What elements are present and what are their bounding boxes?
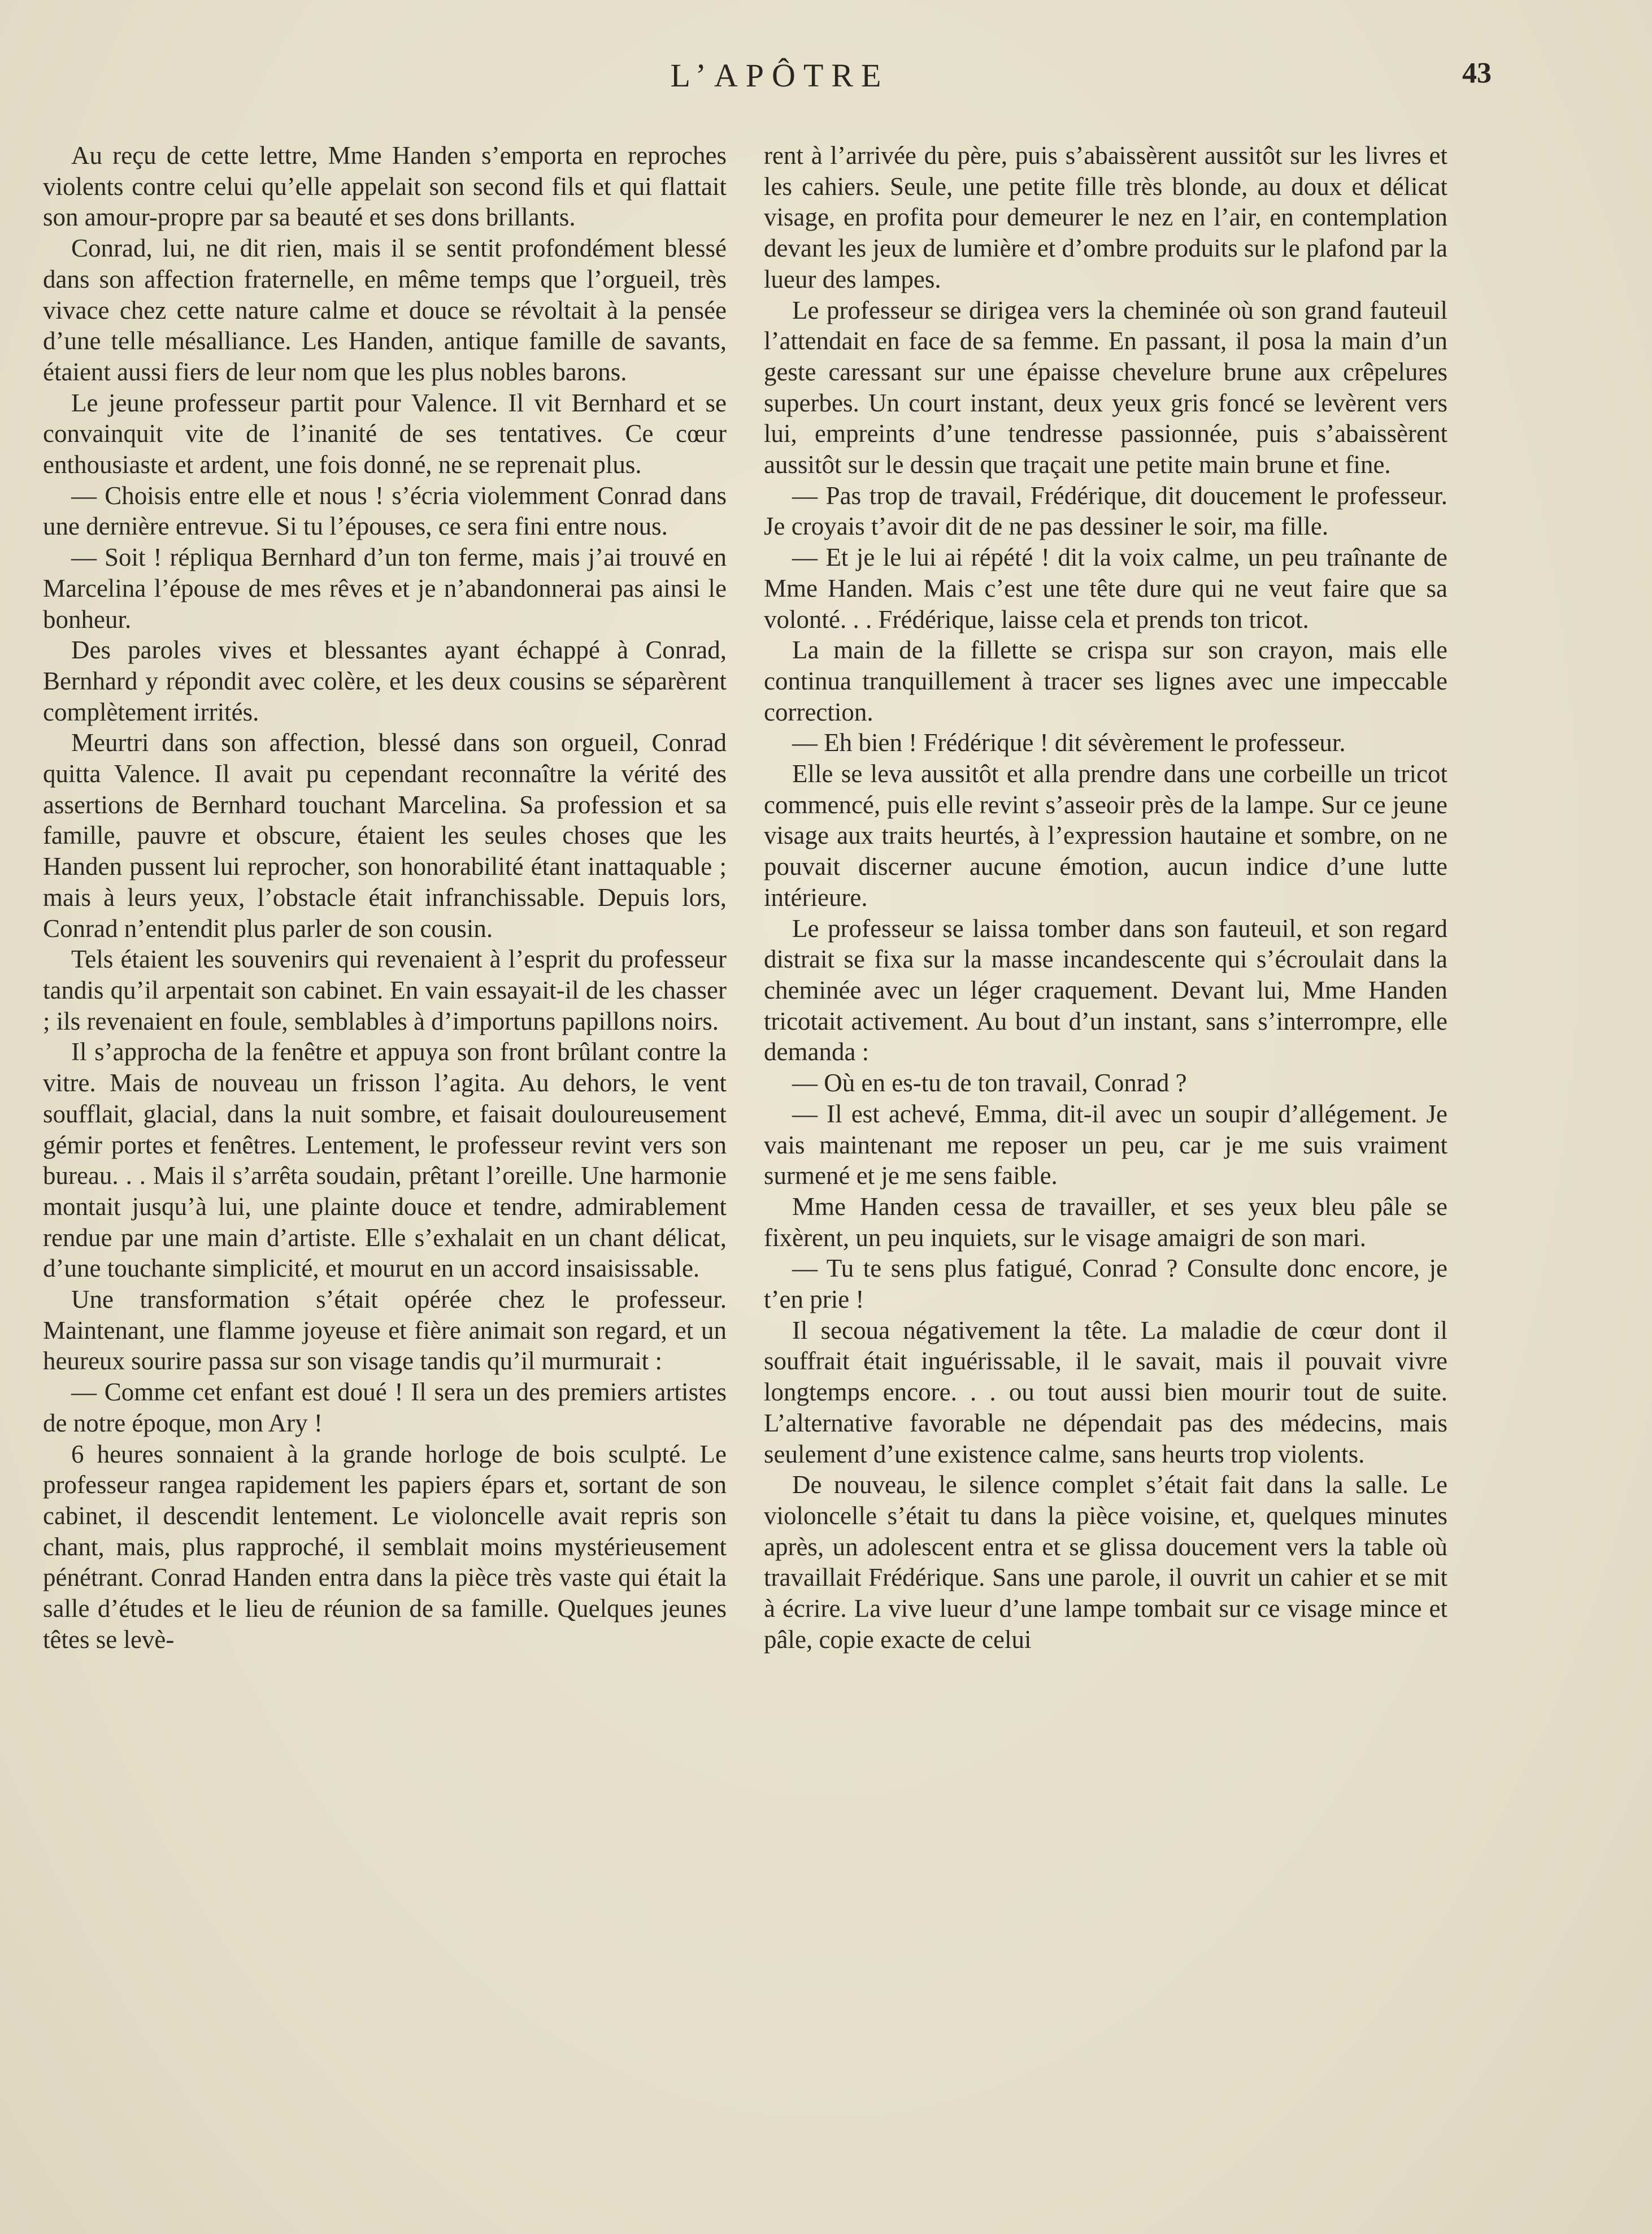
paragraph: Des paroles vives et blessantes ayant échappé à Conrad, Bernhard y répondit avec colère, et les deux cousins se séparèrent complètement irrités. — [43, 636, 727, 726]
paragraph: Au reçu de cette lettre, Mme Handen s’emporta en reproches violents contre celui qu’elle appelait son second fils et qui flattait son amour-propre par sa beauté et ses dons brillants. — [43, 141, 727, 232]
dialogue-paragraph: — Il est achevé, Emma, dit-il avec un soupir d’allégement. Je vais maintenant me reposer un peu, car je me suis vraiment surmené et je me sens faible. — [764, 1099, 1447, 1190]
paragraph: Le professeur se laissa tomber dans son fauteuil, et son regard distrait se fixa sur la masse incandescente qui s’écroulait dans la cheminée avec un léger craquement. Devant lui, Mme Handen tricotait activement. Au bout d’un instant, sans s’interrompre, elle demanda : — [764, 914, 1447, 1066]
paragraph: 6 heures sonnaient à la grande horloge de bois sculpté. Le professeur rangea rapidement les papiers épars et, sortant de son cabinet, il descendit lentement. Le violoncelle avait repris son chant, mais, plus rapproché, il semblait moins mystérieusement pénétrant. Conrad Handen entra dans la pièce très vaste qui était la salle d’études et le lieu de réunion de sa famille. Quelques jeunes têtes se levè- — [43, 1439, 727, 1654]
paragraph: De nouveau, le silence complet s’était fait dans la salle. Le violoncelle s’était tu dans la pièce voisine, et, quelques minutes après, un adolescent entra et se glissa doucement vers la table où travaillait Frédérique. Sans une parole, il ouvrit un cahier et se mit à écrire. La vive lueur d’une lampe tombait sur ce visage mince et pâle, copie exacte de celui — [764, 1470, 1447, 1654]
paragraph: Il s’approcha de la fenêtre et appuya son front brûlant contre la vitre. Mais de nouveau un frisson l’agita. Au dehors, le vent soufflait, glacial, dans la nuit sombre, et faisait douloureusement gémir portes et fenêtres. Lentement, le professeur revint vers son bureau. . . Mais il s’arrêta soudain, prêtant l’oreille. Une harmonie montait jusqu’à lui, une plainte douce et tendre, admirablement rendue par une main d’artiste. Elle s’exhalait en un chant délicat, d’une touchante simplicité, et mourut en un accord insaisissable. — [43, 1038, 727, 1283]
page-header — [45, 57, 1492, 107]
paragraph: Tels étaient les souvenirs qui revenaient à l’esprit du professeur tandis qu’il arpentait son cabinet. En vain essayait-il de les chasser ; ils revenaient en foule, semblables à d’importuns papillons noirs. — [43, 945, 727, 1035]
dialogue-paragraph: — Choisis entre elle et nous ! s’écria violemment Conrad dans une dernière entrevue. Si tu l’épouses, ce sera fini entre nous. — [43, 481, 727, 541]
dialogue-paragraph: — Et je le lui ai répété ! dit la voix calme, un peu traînante de Mme Handen. Mais c’est une tête dure qui ne veut faire que sa volonté. . . Frédérique, laisse cela et prends ton tricot. — [764, 543, 1447, 634]
paragraph: Le professeur se dirigea vers la cheminée où son grand fauteuil l’attendait en face de sa femme. En passant, il posa la main d’un geste caressant sur une épaisse chevelure brune aux crêpelures superbes. Un court instant, deux yeux gris foncé se levèrent vers lui, empreints d’une tendresse passionnée, puis s’abaissèrent aussitôt sur le dessin que traçait une petite main brune et fine. — [764, 296, 1447, 479]
paragraph: Mme Handen cessa de travailler, et ses yeux bleu pâle se fixèrent, un peu inquiets, sur le visage amaigri de son mari. — [764, 1192, 1447, 1252]
paragraph: Une transformation s’était opérée chez le professeur. Maintenant, une flamme joyeuse et fière animait son regard, et un heureux sourire passa sur son visage tandis qu’il murmurait : — [43, 1285, 727, 1376]
running-title: L’APÔTRE — [670, 57, 889, 94]
paragraph: Meurtri dans son affection, blessé dans son orgueil, Conrad quitta Valence. Il avait pu cependant reconnaître la vérité des assertions de Bernhard touchant Marcelina. Sa profession et sa famille, pauvre et obscure, étaient les seules choses que les Handen pussent lui reprocher, son honorabilité étant inattaquable ; mais à leurs yeux, l’obstacle était infranchissable. Depuis lors, Conrad n’entendit plus parler de son cousin. — [43, 728, 727, 943]
paragraph: Le jeune professeur partit pour Valence. Il vit Bernhard et se convainquit vite de l’inanité de ses tentatives. Ce cœur enthousiaste et ardent, une fois donné, ne se reprenait plus. — [43, 388, 727, 479]
paragraph: Elle se leva aussitôt et alla prendre dans une corbeille un tricot commencé, puis elle revint s’asseoir près de la lampe. Sur ce jeune visage aux traits heurtés, à l’expression hautaine et sombre, on ne pouvait discerner aucune émotion, aucun indice d’une lutte intérieure. — [764, 760, 1447, 912]
paragraph: La main de la fillette se crispa sur son crayon, mais elle continua tranquillement à tracer ses lignes avec une impeccable correction. — [764, 636, 1447, 726]
paragraph: Conrad, lui, ne dit rien, mais il se sentit profondément blessé dans son affection fraternelle, en même temps que l’orgueil, très vivace chez cette nature calme et douce se révoltait à la pensée d’une telle mésalliance. Les Handen, antique famille de savants, étaient aussi fiers de leur nom que les plus nobles barons. — [43, 234, 727, 386]
paragraph: Il secoua négativement la tête. La maladie de cœur dont il souffrait était inguérissable, il le savait, mais il pouvait vivre longtemps encore. . . ou tout aussi bien mourir tout de suite. L’alternative favorable ne dépendait pas des médecins, mais seulement d’une existence calme, sans heurts trop violents. — [764, 1316, 1447, 1468]
right-column — [764, 140, 1447, 1655]
dialogue-paragraph: — Tu te sens plus fatigué, Conrad ? Consulte donc encore, je t’en prie ! — [764, 1254, 1447, 1314]
dialogue-paragraph: — Comme cet enfant est doué ! Il sera un des premiers artistes de notre époque, mon Ary ! — [43, 1378, 727, 1437]
dialogue-paragraph: — Pas trop de travail, Frédérique, dit doucement le professeur. Je croyais t’avoir dit de ne pas dessiner le soir, ma fille. — [764, 481, 1447, 541]
left-column — [43, 140, 727, 1655]
dialogue-paragraph: — Soit ! répliqua Bernhard d’un ton ferme, mais j’ai trouvé en Marcelina l’épouse de mes rêves et je n’abandonnerai pas ainsi le bonheur. — [43, 543, 727, 634]
continued-paragraph: rent à l’arrivée du père, puis s’abaissèrent aussitôt sur les livres et les cahiers. Seule, une petite fille très blonde, au doux et délicat visage, en profita pour demeurer le nez en l’air, en contemplation devant les jeux de lumière et d’ombre produits sur le plafond par la lueur des lampes. — [764, 141, 1447, 293]
page-number: 43 — [1462, 57, 1492, 89]
dialogue-paragraph: — Eh bien ! Frédérique ! dit sévèrement le professeur. — [792, 728, 1346, 757]
dialogue-paragraph: — Où en es-tu de ton travail, Conrad ? — [792, 1069, 1187, 1098]
